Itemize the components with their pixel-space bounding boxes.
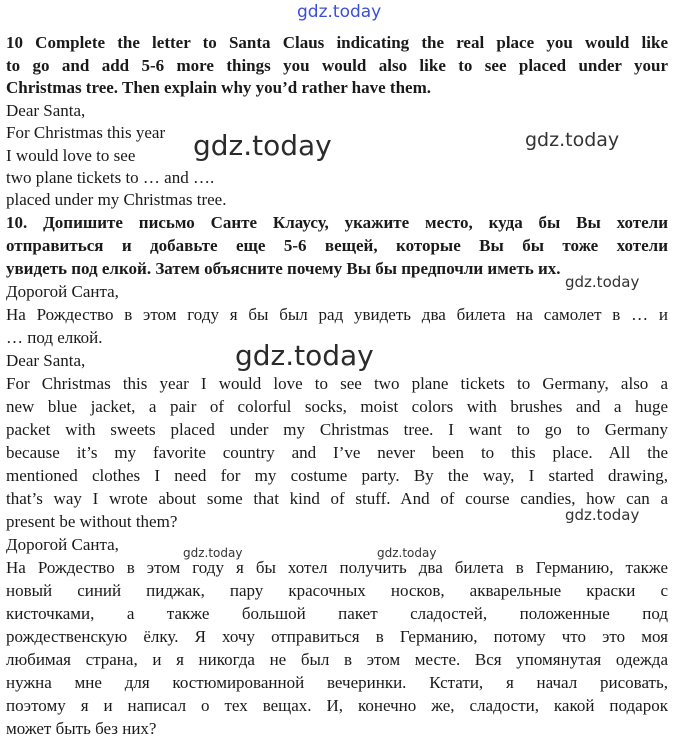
watermark-large: gdz.today (235, 339, 374, 372)
watermark-top: gdz.today (297, 2, 382, 22)
answer-ru-line: рождественскую ёлку. Я хочу отправиться в Германию, потому что это моя (6, 627, 668, 646)
watermark-large: gdz.today (193, 129, 332, 162)
template-ru-greeting: Дорогой Санта, (6, 282, 119, 301)
answer-ru-line: любимая страна, и я никогда не был в этом месте. Вся упомянутая одежда (6, 650, 668, 669)
task-heading-ru: отправиться и добавьте еще 5-6 вещей, которые Вы бы тоже хотели (6, 236, 668, 255)
answer-en-line: because it’s my favorite country and I’ve never been to this place. All the (6, 443, 668, 462)
watermark-right: gdz.today (525, 129, 620, 151)
answer-ru-line: поэтому я и написал о тех вещах. И, конечно же, сладости, какой подарок (6, 696, 668, 715)
answer-ru-line: новый синий пиджак, пару красочных носков, акварельные краски с (6, 581, 668, 600)
task-heading-en: 10 Complete the letter to Santa Claus indicating the real place you would like (6, 33, 668, 52)
template-line: Dear Santa, (6, 101, 86, 120)
answer-ru-greeting: Дорогой Санта, (6, 535, 119, 554)
watermark-right: gdz.today (565, 273, 640, 291)
template-line: I would love to see (6, 146, 136, 165)
answer-en-line: present be without them? (6, 512, 178, 531)
watermark-right: gdz.today (565, 506, 640, 524)
watermark-small: gdz.today (377, 546, 437, 560)
task-heading-en: Christmas tree. Then explain why you’d rather have them. (6, 78, 431, 97)
task-heading-ru: увидеть под елкой. Затем объясните почему Вы бы предпочли иметь их. (6, 259, 561, 278)
watermark-small: gdz.today (183, 546, 243, 560)
answer-ru-line: может быть без них? (6, 719, 157, 738)
template-line: two plane tickets to … and …. (6, 168, 215, 187)
template-line: placed under my Christmas tree. (6, 190, 227, 209)
task-heading-ru: 10. Допишите письмо Санте Клаусу, укажите место, куда бы Вы хотели (6, 213, 668, 232)
template-ru-line: … под елкой. (6, 328, 103, 347)
template-ru-line: На Рождество в этом году я бы был рад увидеть два билета на самолет в … и (6, 305, 668, 324)
answer-en-line: mentioned clothes I need for my costume party. By the way, I started drawing, (6, 466, 668, 485)
answer-en-greeting: Dear Santa, (6, 351, 86, 370)
answer-en-line: For Christmas this year I would love to see two plane tickets to Germany, also a (6, 374, 668, 393)
answer-ru-line: нужна мне для костюмированной вечеринки. Кстати, я начал рисовать, (6, 673, 668, 692)
answer-ru-line: кисточками, а также большой пакет сладостей, положенные под (6, 604, 668, 623)
task-heading-en: to go and add 5-6 more things you would also like to see placed under your (6, 56, 668, 75)
answer-en-line: new blue jacket, a pair of colorful socks, moist colors with brushes and a huge (6, 397, 668, 416)
template-line: For Christmas this year (6, 123, 166, 142)
answer-en-line: that’s way I wrote about some that kind of stuff. And of course candies, how can a (6, 489, 668, 508)
answer-ru-line: На Рождество в этом году я бы хотел получить два билета в Германию, также (6, 558, 668, 577)
answer-en-line: packet with sweets placed under my Christmas tree. I want to go to Germany (6, 420, 668, 439)
